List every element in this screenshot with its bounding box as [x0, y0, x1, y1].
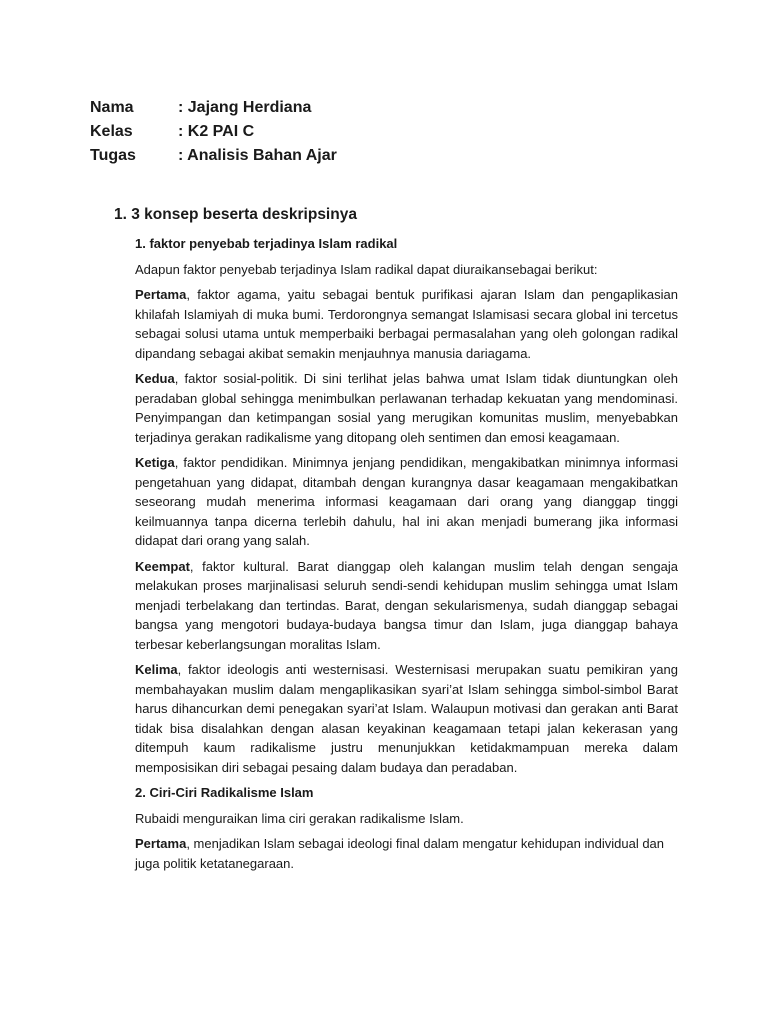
intro-paragraph: Adapun faktor penyebab terjadinya Islam radikal dapat diuraikansebagai berikut:: [135, 261, 598, 277]
paragraph-text: , faktor agama, yaitu sebagai bentuk purifikasi ajaran Islam dan pengaplikasian khilafah Islamiyah di muka bumi. Terdorongnya semangat Islamisasi secara global ini tercetus sebagai solusi utama untuk memperbaiki berbagai permasalahan yang oleh golongan radikal dipandang sebagai akibat semakin menjauhnya manusia dariagama.: [135, 287, 678, 361]
paragraph-lead: Pertama: [135, 287, 187, 302]
paragraph-kedua: [135, 369, 678, 447]
name-row: [90, 96, 337, 120]
paragraph-lead: Pertama: [135, 836, 187, 851]
paragraph-ketiga: [135, 453, 678, 551]
class-row: [90, 120, 337, 144]
paragraph-pertama: [135, 285, 678, 363]
paragraph-text: , faktor kultural. Barat dianggap oleh kalangan muslim telah dengan sengaja melakukan proses marjinalisasi seluruh sendi-sendi kehidupan muslim sehingga umat Islam menjadi terbelakang dan tertindas. Barat, dengan sekularismenya, sudah dianggap sebagai bangsa yang mengotori budaya-budaya bangsa timur dan Islam, juga dianggap bahaya terbesar keberlangsungan moralitas Islam.: [135, 558, 678, 652]
task-label: Tugas: [90, 147, 136, 164]
paragraph-text: , faktor ideologis anti westernisasi. Westernisasi merupakan suatu pemikiran yang membahayakan muslim dalam mengaplikasikan syari’at Islam sehingga simbol-simbol Barat harus dihancurkan demi penegakan syari’at Islam. Walaupun motivasi dan gerakan anti Barat tidak bisa disalahkan dengan alasan keyakinan keagamaan tetapi jalan kekerasan yang ditempuh kaum radikalisme justru menunjukkan ketidakmampuan mereka dalam memposisikan diri sebagai pesaing dalam budaya dan peradaban.: [135, 662, 678, 775]
paragraph-text: , faktor sosial-politik. Di sini terlihat jelas bahwa umat Islam tidak diuntungkan oleh peradaban global sehingga menimbulkan perlawanan terhadap kekuatan yang mendominasi. Penyimpangan dan ketimpangan sosial yang merugikan komunitas muslim, menyebabkan terjadinya gerakan radikalisme yang ditopang oleh sentimen dan emosi keagamaan.: [135, 371, 678, 445]
paragraph-lead: Ketiga: [135, 455, 175, 470]
paragraph-keempat: [135, 557, 678, 655]
name-value: : Jajang Herdiana: [178, 99, 312, 116]
paragraph-lead: Kedua: [135, 371, 175, 386]
class-value: : K2 PAI C: [178, 123, 255, 140]
paragraph-kelima: [135, 660, 678, 777]
intro2-paragraph: Rubaidi menguraikan lima ciri gerakan radikalisme Islam.: [135, 810, 464, 826]
task-value: : Analisis Bahan Ajar: [178, 147, 337, 164]
paragraph-lead: Keempat: [135, 558, 190, 574]
section-title: 1. 3 konsep beserta deskripsinya: [114, 206, 357, 223]
paragraph-text: , menjadikan Islam sebagai ideologi final dalam mengatur kehidupan individual dan juga politik ketatanegaraan.: [135, 836, 665, 871]
name-label: Nama: [90, 99, 134, 116]
subheading-faktor: 1. faktor penyebab terjadinya Islam radikal: [135, 236, 398, 251]
section-body: [135, 234, 678, 879]
paragraph-ciri-pertama: [135, 834, 678, 873]
paragraph-text: , faktor pendidikan. Minimnya jenjang pendidikan, mengakibatkan minimnya informasi pengetahuan yang didapat, ditambah dengan kurangnya dasar keagamaan mengakibatkan seseorang mudah menerima informasi keagamaan dari orang yang dianggap tinggi keilmuannya tanpa dicerna terlebih dahulu, hal ini akan menjadi bumerang jika informasi didapat dari orang yang salah.: [135, 455, 678, 548]
subheading-ciri: 2. Ciri-Ciri Radikalisme Islam: [135, 785, 314, 800]
paragraph-lead: Kelima: [135, 662, 178, 677]
task-row: [90, 144, 337, 168]
student-info: [90, 96, 337, 168]
class-label: Kelas: [90, 123, 133, 140]
